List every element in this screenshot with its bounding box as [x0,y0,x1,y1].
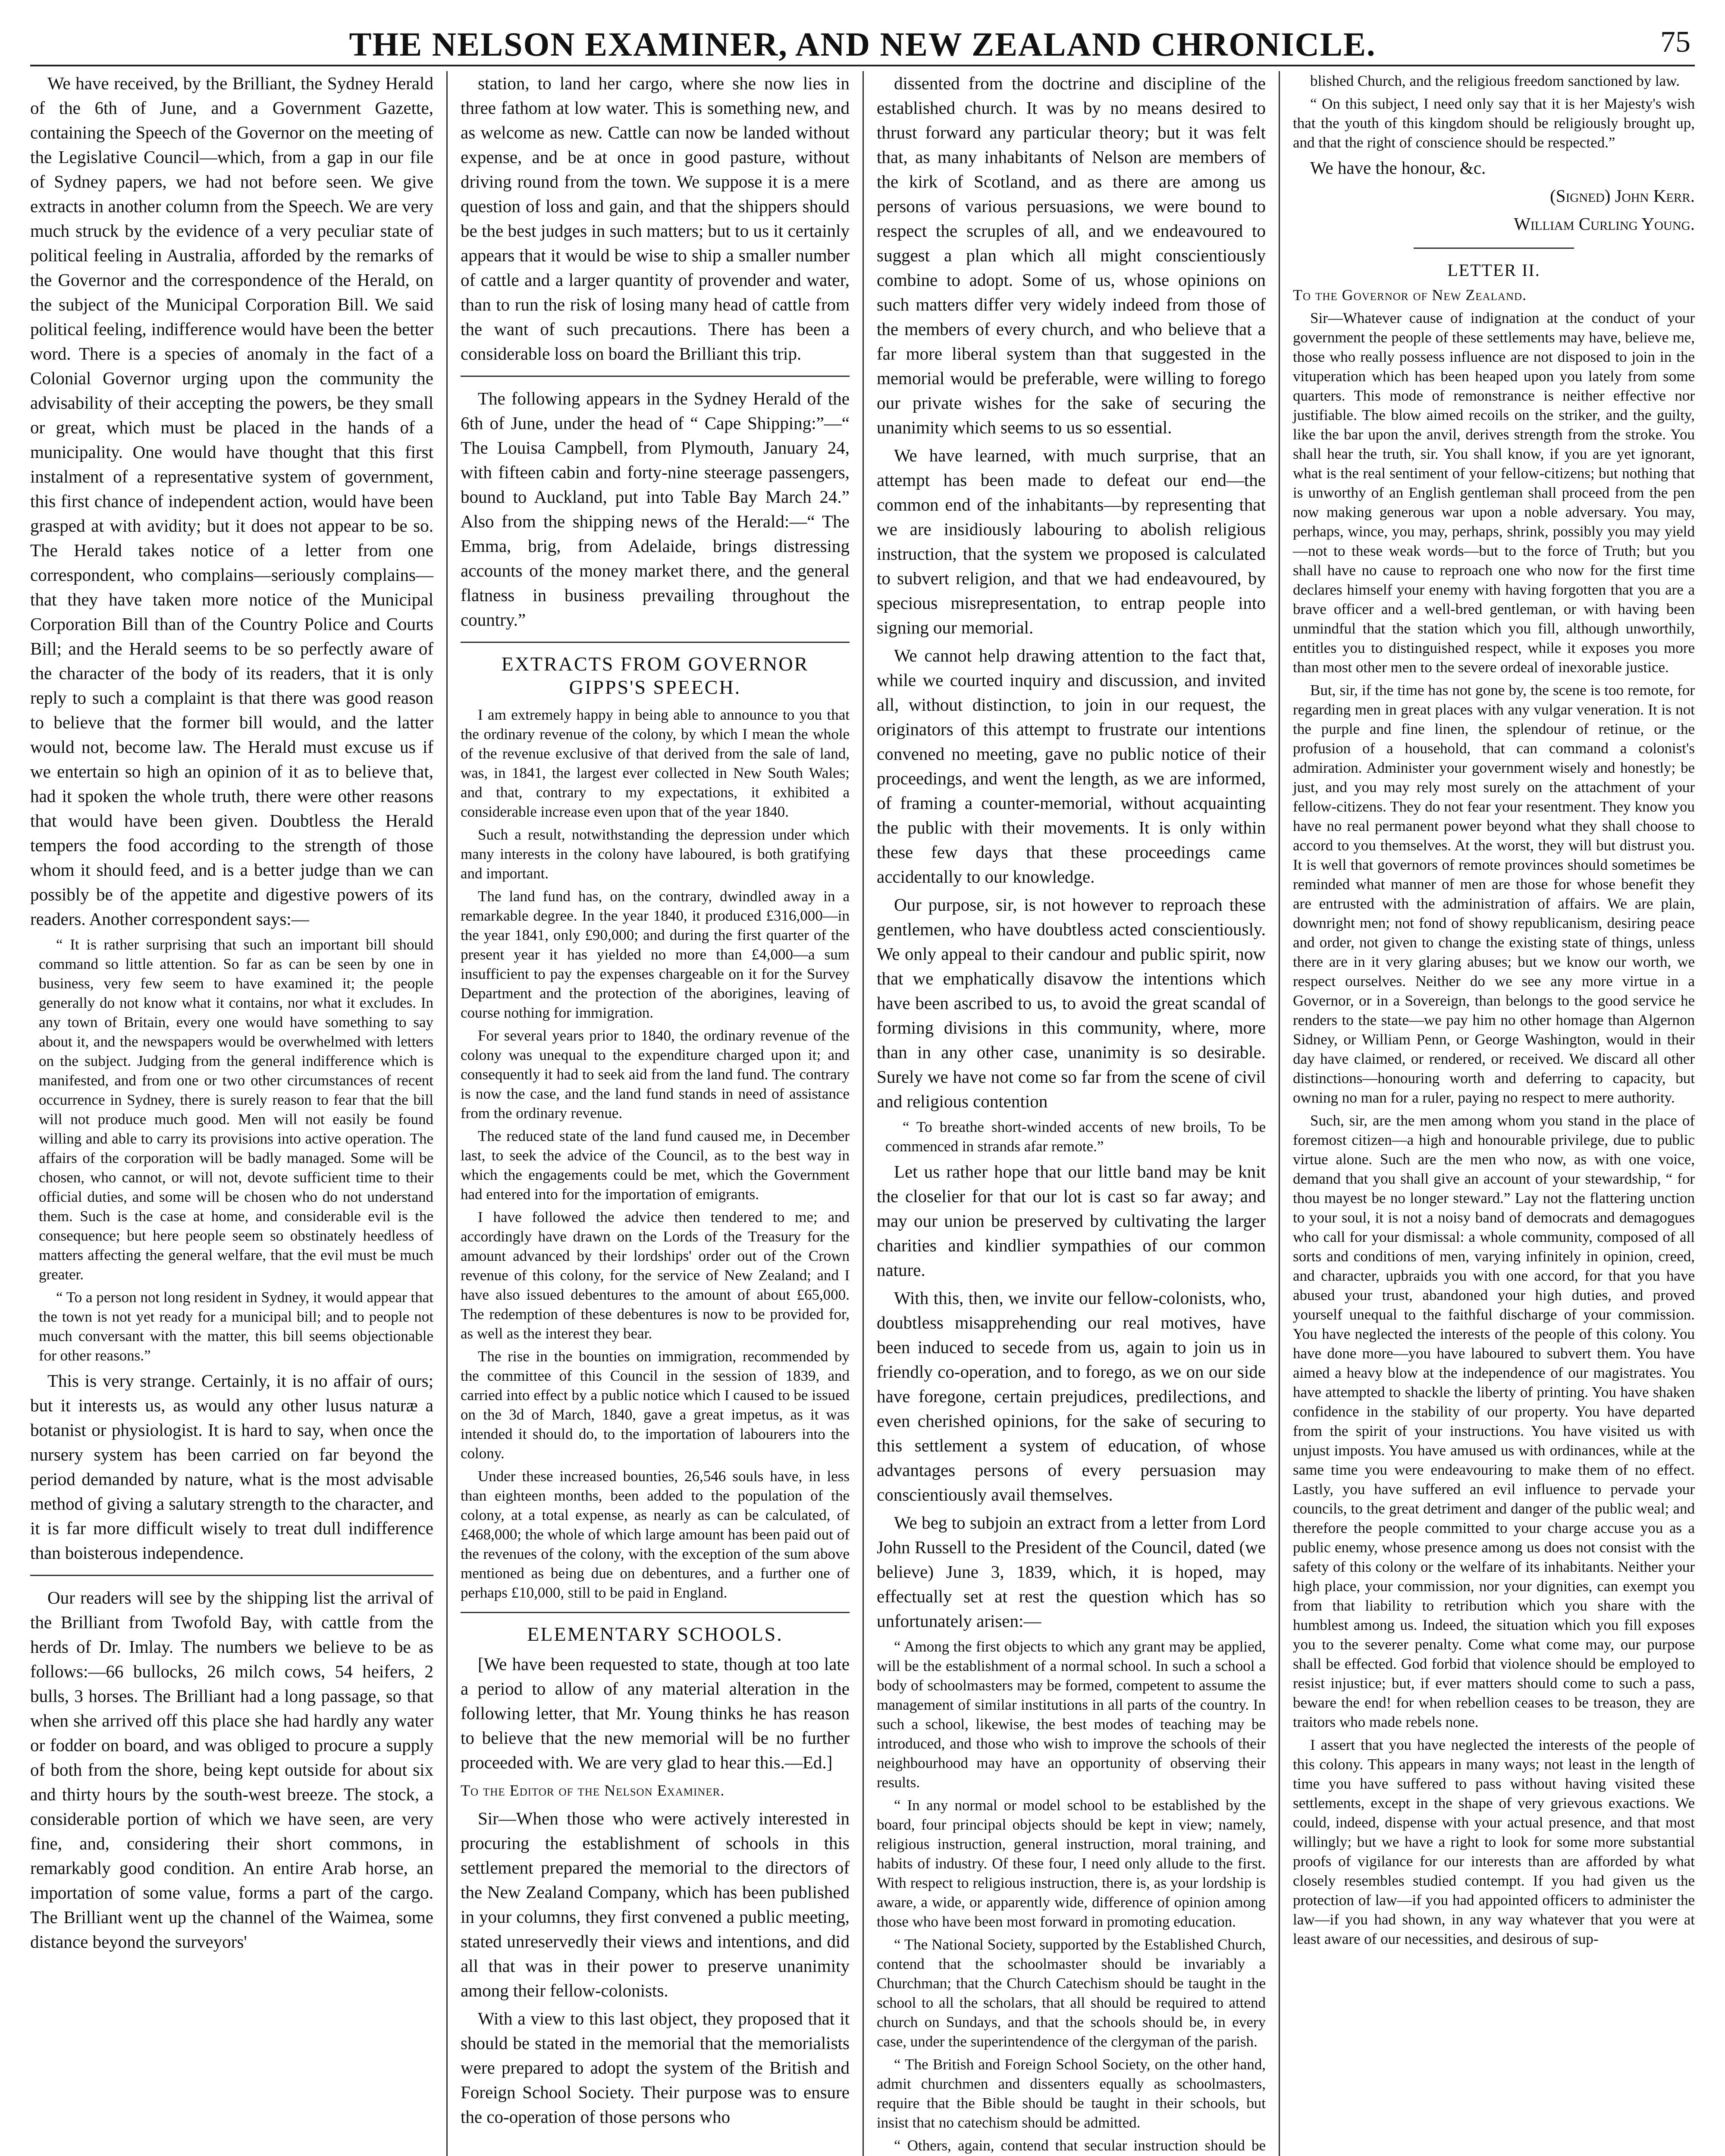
article-columns [30,71,1695,2156]
quote-paragraph: “ In any normal or model school to be established by the board, four principal objects should be kept in view; namely, religious instruction, general instruction, moral training, and habits of industry. Of these four, I need only allude to the first. With respect to religious instruction, there is, as your lordship is aware, a wide, or apparently wide, difference of opinion among those who have been most forward in promoting education. [877,1797,1266,1930]
column-divider [461,642,850,643]
paragraph: With this, then, we invite our fellow-colonists, who, doubtless misapprehending our real motives, have been induced to secede from us, again to join us in friendly co-operation, and to forego, as we on our side have foregone, certain prejudices, predilections, and even cherished opinions, for the sake of securing to this settlement a system of education, of whose advantages persons of every persuasion may conscientiously avail themselves. [877,1288,1266,1504]
newspaper-title: THE NELSON EXAMINER, AND NEW ZEALAND CHRONICLE. [349,25,1376,63]
paragraph: Our readers will see by the shipping list the arrival of the Brilliant from Twofold Bay, with cattle from the herds of Dr. Imlay. The numbers we believe to be as follows:—66 bullocks, 26 milch cows, 54 heifers, 2 bulls, 3 horses. The Brilliant had a long passage, so that when she arrived off this place she had hardly any water or fodder on board, and was obliged to procure a supply of both from the shore, being kept outside for about six and thirty hours by the south-west breeze. The stock, a considerable portion of which we have seen, are very fine, and, considering their short commons, in remarkably good condition. An entire Arab horse, an importation of some value, forms a part of the cargo. The Brilliant went up the channel of the Waimea, some distance beyond the surveyors' [30,1588,433,1952]
speech-paragraph: Under these increased bounties, 26,546 souls have, in less than eighteen months, been added to the population of the colony, at a total expense, as nearly as can be calculated, of £468,000; the whole of which large amount has been paid out of the revenues of the colony, with the exception of the sum above mentioned as being due on debentures, and a further one of perhaps £10,000, still to be paid in England. [461,1468,850,1601]
paragraph: This is very strange. Certainly, it is no affair of ours; but it interests us, as would any other lusus naturæ a botanist or physiologist. It is hard to say, when once the nursery system has been carried on far beyond the period demanded by nature, what is the most advisable method of giving a salutary strength to the character, and it is far more difficult wisely to treat dull indifference than boisterous independence. [30,1371,433,1563]
quote-paragraph: “ The National Society, supported by the Established Church, contend that the schoolmaster should be invariably a Churchman; that the Church Catechism should be taught in the school to all the scholars, that all should be required to attend church on Sundays, and that the schools should be, in every case, under the superintendence of the clergyman of the parish. [877,1936,1266,2050]
letter-address: To the Governor of New Zealand. [1293,286,1527,304]
paragraph: Let us rather hope that our little band may be knit the closelier for that our lot is cast so far away; and may our union be preserved by cultivating the larger charities and kindlier sympathies of our common nature. [877,1162,1266,1280]
column-divider [461,1612,850,1613]
speech-paragraph: I have followed the advice then tendered to me; and accordingly have drawn on the Lords of the Treasury for the amount advanced by their lordships' order out of the Crown revenue of this colony, for the service of New Zealand; and I have also issued debentures to the amount of about £65,000. The redemption of these debentures is now to be provided for, as well as the interest they bear. [461,1209,850,1342]
paragraph: With a view to this last object, they proposed that it should be stated in the memorial that the memorialists were prepared to adopt the system of the British and Foreign School Society. Their purpose was to ensure the co-operation of those persons who [461,2009,850,2127]
quote-paragraph: “ To a person not long resident in Sydney, it would appear that the town is not yet ready for a municipal bill; and to people not much conversant with the matter, this bill seems objectionable for other reasons.” [39,1289,433,1364]
paragraph: We have received, by the Brilliant, the Sydney Herald of the 6th of June, and a Government Gazette, containing the Speech of the Governor on the meeting of the Legislative Council—which, from a gap in our file of Sydney papers, we had not before seen. We give extracts in another column from the Speech. We are very much struck by the evidence of a very peculiar state of political feeling in Australia, afforded by the remarks of the Governor and the correspondence of the Herald, on the subject of the Municipal Corporation Bill. We said political feeling, indifference would have been the better word. There is a species of anomaly in the fact of a Colonial Governor urging upon the community the advisability of their accepting the powers, be they small or great, which must be placed in the hands of a municipality. One would have thought that this first instalment of a representative system of government, this first chance of independent action, would have been grasped at with avidity; but it does not appear to be so. The Herald takes notice of a letter from one correspondent, who complains—seriously complains—that they have taken more notice of the Municipal Corporation Bill than of the Country Police and Courts Bill; and the Herald seems to be so perfectly aware of the character of the body of its readers, that it is only reply to such a complaint is that there was good reason to believe that the former bill would, and the latter would not, become law. The Herald must excuse us if we entertain so high an opinion of it as to believe that, had it spoken the whole truth, there were other reasons that would have been given. Doubtless the Herald tempers the food according to the strength of those whom it should feed, and is a better judge than we can possibly be of the appetite and digestive powers of its readers. Another correspondent says:— [30,73,433,929]
paragraph: We beg to subjoin an extract from a letter from Lord John Russell to the President of the Council, dated (we believe) June 3, 1839, which, it is hoped, may effectually set at rest the question which has so unfortunately arisen:— [877,1513,1266,1631]
paragraph: The following appears in the Sydney Herald of the 6th of June, under the head of “ Cape Shipping:”—“ The Louisa Campbell, from Plymouth, January 24, with fifteen cabin and forty-nine steerage passengers, bound to Auckland, put into Table Bay March 24.” Also from the shipping news of the Herald:—“ The Emma, brig, from Adelaide, brings distressing accounts of the money market there, and the general flatness in business prevailing throughout the country.” [461,389,850,630]
column-divider [461,376,850,377]
quote-paragraph: “ The British and Foreign School Society, on the other hand, admit churchmen and dissenters equally as schoolmasters, require that the Bible should be taught in their schools, but insist that no catechism should be admitted. [877,2056,1266,2131]
quote-paragraph: “ On this subject, I need only say that it is her Majesty's wish that the youth of this kingdom should be religiously brought up, and that the right of conscience should be respected.” [1293,95,1695,151]
section-heading: LETTER II. [1447,260,1540,280]
quote-paragraph: “ It is rather surprising that such an important bill should command so little attention. So far as can be seen by one in business, very few seem to have examined it; the people generally do not know what it contains, nor what it excludes. In any town of Britain, every one would have something to say about it, and the newspapers would be overwhelmed with letters on the subject. Judging from the general indifference which is manifested, and from one or two other circumstances of recent occurrence in Sydney, there is surely reason to fear that the bill will not produce much good. Men will not easily be found willing and able to carry its provisions into active operation. The affairs of the corporation will be badly managed. Some will be chosen, who cannot, or will not, devote sufficient time to their official duties, and some will be chosen who do not understand them. Such is the case at home, and considerable evil is the consequence; but here people seem so obstinately heedless of matters affecting the general welfare, that the evil must be much greater. [39,936,433,1283]
signature: (Signed) John Kerr. [1550,186,1695,206]
paragraph: station, to land her cargo, where she now lies in three fathom at low water. This is something new, and as welcome as new. Cattle can now be landed without expense, and be at once in good pasture, without driving round from the town. We suppose it is a mere question of loss and gain, and that the shippers should be the best judges in such matters; but to us it certainly appears that it would be wise to ship a smaller number of cattle and a larger quantity of provender and water, than to run the risk of losing many head of cattle from the want of such precautions. There has been a considerable loss on board the Brilliant this trip. [461,73,850,364]
paragraph: Such, sir, are the men among whom you stand in the place of foremost citizen—a high and honourable privilege, due to public virtue alone. Such are the men who now, as with one voice, demand that you shall give an account of your stewardship, “ for thou mayest be no longer steward.” Lay not the flattering unction to your soul, it is not a noisy band of democrats and demagogues who call for your dismissal: a whole community, composed of all sorts and conditions of men, varying infinitely in opinion, creed, and character, upbraids you with one accord, for that you have abused your trust, abandoned your high duties, and proved yourself unequal to the faithful discharge of your commission. You have neglected the interests of the people of this colony. You have done more—you have laboured to subvert them. You have aimed a heavy blow at the independence of our magistrates. You have attempted to shackle the liberty of printing. You have shaken confidence in the stability of our property. You have departed from the spirit of your instructions. You have visited us with unjust imposts. You have amused us with ordinances, while at the same time you were endeavouring to make them of no effect. Lastly, you have suffered an evil influence to pervade your councils, to the great detriment and danger of the public weal; and therefore the people committed to your charge accuse you as a public enemy, whose presence among us does not consist with the safety of this colony or the welfare of its inhabitants. Neither your high place, your commission, nor your dignities, can exempt you from that liability to retribution which you share with the humblest among us. Indeed, the situation which you fill exposes you to the severer penalty. Come what come may, our purpose shall be effected. God forbid that violence should be employed to resist injustice; but, if ever matters should come to such a pass, beware the end! for when rebellion ceases to be treason, they are traitors who made rebels none. [1293,1112,1695,1730]
paragraph: But, sir, if the time has not gone by, the scene is too remote, for regarding men in great places with any vulgar veneration. It is not the purple and fine linen, the splendour of retinue, or the profusion of a household, that can command a colonist's admiration. Administer your government wisely and honestly; be just, and you may rely most surely on the attachment of your fellow-citizens. They do not fear your resentment. They know you have no real permanent power beyond what they shall choose to accord to you themselves. At the worst, they will but distrust you. It is well that governors of remote provinces should sometimes be reminded what manner of men are those for whose benefit they are entrusted with the administration of affairs. We are plain, downright men; not fond of showy republicanism, desiring peace and order, not given to change the existing state of things, unless there are in it very glaring abuses; but we know our worth, we respect ourselves. Neither do we see any more virtue in a Governor, or in a Sovereign, than belongs to the good service he renders to the state—we pay him no other homage than Algernon Sidney, or William Penn, or George Washington, would in their day have claimed, or rendered, or received. We discard all other distinctions—honouring worth and deferring to capacity, but owning no man for a ruler, paying no respect to mere authority. [1293,682,1695,1106]
paragraph: We cannot help drawing attention to the fact that, while we courted inquiry and discussion, and invited all, without distinction, to join in our request, the originators of this attempt to frustrate our intentions convened no meeting, gave no public notice of their proceedings, and went the length, as we are informed, of framing a counter-memorial, without acquainting the public with their movements. It is only within these few days that these proceedings came accidentally to our knowledge. [877,646,1266,887]
column-3 [862,71,1279,2156]
speech-paragraph: For several years prior to 1840, the ordinary revenue of the colony was unequal to the expenditure charged upon it; and consequently it had to seek aid from the land fund. The contrary is now the case, and the land fund stands in need of assistance from the ordinary revenue. [461,1027,850,1122]
letter-address: To the Editor of the Nelson Examiner. [461,1782,725,1799]
paragraph: Sir—Whatever cause of indignation at the conduct of your government the people of these settlements may have, believe me, those who really possess influence are not disposed to join in the vituperation which has been heaped upon you lately from some quarters. This mode of remonstrance is neither effective nor justifiable. The blow aimed recoils on the striker, and the guilty, like the bar upon the anvil, derives strength from the stroke. You shall hear the truth, sir. You shall know, if you are yet ignorant, what is the real sentiment of your fellow-citizens; but nothing that is unworthy of an English gentleman shall proceed from the pen now making generous war upon a noble adversary. You may, perhaps, wince, you may, perhaps, shrink, possibly you may yield—not to these weak words—but to the force of Truth; but you shall have no cause to reproach one who now for the first time declares himself your enemy with having forgotten that you are a brave officer and a well-bred gentleman, or with having been unmindful that the station which you fill, although unworthily, entitles you to distinguished respect, while it exposes you more than most other men to the severe ordeal of inexorable justice. [1293,310,1695,676]
speech-paragraph: The land fund has, on the contrary, dwindled away in a remarkable degree. In the year 1840, it produced £316,000—in the year 1841, only £90,000; and during the first quarter of the present year it has yielded no more than £4,000—a sum insufficient to pay the expenses chargeable on it for the Survey Department and the protection of the aborigines, leaving of course nothing for immigration. [461,888,850,1021]
paragraph: Sir—When those who were actively interested in procuring the establishment of schools in this settlement prepared the memorial to the directors of the New Zealand Company, which has been published in your columns, they first convened a public meeting, stated unreservedly their views and intentions, and did all that was in their power to preserve unanimity among their fellow-colonists. [461,1808,850,2000]
signature: William Curling Young. [1514,214,1695,234]
column-4 [1279,71,1695,2156]
masthead [30,0,1695,66]
quote-paragraph: “ To breathe short-winded accents of new broils, To be commenced in strands afar remote.” [885,1119,1266,1155]
paragraph: dissented from the doctrine and discipline of the established church. It was by no means desired to thrust forward any particular theory; but it was felt that, as many inhabitants of Nelson are members of the kirk of Scotland, and as there are among us persons of various persuasions, we were bound to respect the scruples of all, and we endeavoured to suggest a plan which all might conscientiously combine to adopt. Some of us, whose opinions on such matters differ very widely indeed from those of the members of every church, and who believe that a far more liberal system than that suggested in the memorial would be preferable, were willing to forego our private wishes for the sake of securing the unanimity which seems to us so essential. [877,73,1266,437]
paragraph: I assert that you have neglected the interests of the people of this colony. This appears in many ways; not least in the length of time you have suffered to pass without having visited these settlements, except in the shape of very grievous exactions. We could, indeed, dispense with your actual presence, and that most willingly; but we have a right to look for some more substantial proofs of vigilance for our interests than are afforded by what closely resembles studied contempt. If you had given us the protection of law—if you had appointed officers to administer the law—if you had shown, in any way whatever that you were at least aware of our necessities, and desirous of sup- [1293,1736,1695,1947]
page-number: 75 [1660,25,1690,59]
section-heading: ELEMENTARY SCHOOLS. [527,1623,783,1645]
column-1 [30,71,446,2156]
editor-note: [We have been requested to state, though at too late a period to allow of any material alteration in the following letter, that Mr. Young thinks he has reason to believe that the new memorial will be no further proceeded with. We are very glad to hear this.—Ed.] [461,1654,850,1772]
speech-paragraph: I am extremely happy in being able to announce to you that the ordinary revenue of the colony, by which I mean the whole of the revenue exclusive of that derived from the sale of land, was, in 1841, the largest ever collected in New South Wales; and that, contrary to my expectations, it exhibited a considerable increase even upon that of the year 1840. [461,706,850,820]
column-divider [1414,248,1574,249]
section-heading: EXTRACTS FROM GOVERNOR GIPPS'S SPEECH. [501,653,809,698]
speech-paragraph: Such a result, notwithstanding the depression under which many interests in the colony have laboured, is both gratifying and important. [461,826,850,882]
column-2 [446,71,862,2156]
paragraph: We have learned, with much surprise, that an attempt has been made to defeat our end—the common end of the inhabitants—by representing that we are insidiously labouring to abolish religious instruction, that the system we proposed is calculated to subvert religion, and that we had endeavoured, by specious misrepresentation, to entrap people into signing our memorial. [877,445,1266,637]
quote-paragraph: “ Others, again, contend that secular instruction should be [894,2137,1266,2154]
quote-paragraph: blished Church, and the religious freedom sanctioned by law. [1310,72,1680,89]
speech-paragraph: The rise in the bounties on immigration, recommended by the committee of this Council in the session of 1839, and carried into effect by a public notice which I caused to be issued on the 3d of March, 1840, gave a great impetus, as it was intended it should do, to the importation of labourers into the colony. [461,1348,850,1462]
paragraph: Our purpose, sir, is not however to reproach these gentlemen, who have doubtless acted conscientiously. We only appeal to their candour and public spirit, now that we emphatically disavow the intentions which have been ascribed to us, to avoid the great scandal of forming divisions in this community, where, more than in any other case, unanimity is so desirable. Surely we have not come so far from the scene of civil and religious contention [877,895,1266,1111]
closing-line: We have the honour, &c. [1310,158,1486,178]
speech-paragraph: The reduced state of the land fund caused me, in December last, to seek the advice of the Council, as to the best way in which the engagements could be met, which the Government had entered into for the importation of emigrants. [461,1128,850,1203]
column-divider [30,1575,433,1576]
quote-paragraph: “ Among the first objects to which any grant may be applied, will be the establishment of a normal school. In such a school a body of schoolmasters may be formed, competent to assume the management of similar institutions in all parts of the country. In such a school, likewise, the best modes of teaching may be introduced, and those who wish to improve the schools of their neighbourhood may have an opportunity of observing their results. [877,1638,1266,1791]
